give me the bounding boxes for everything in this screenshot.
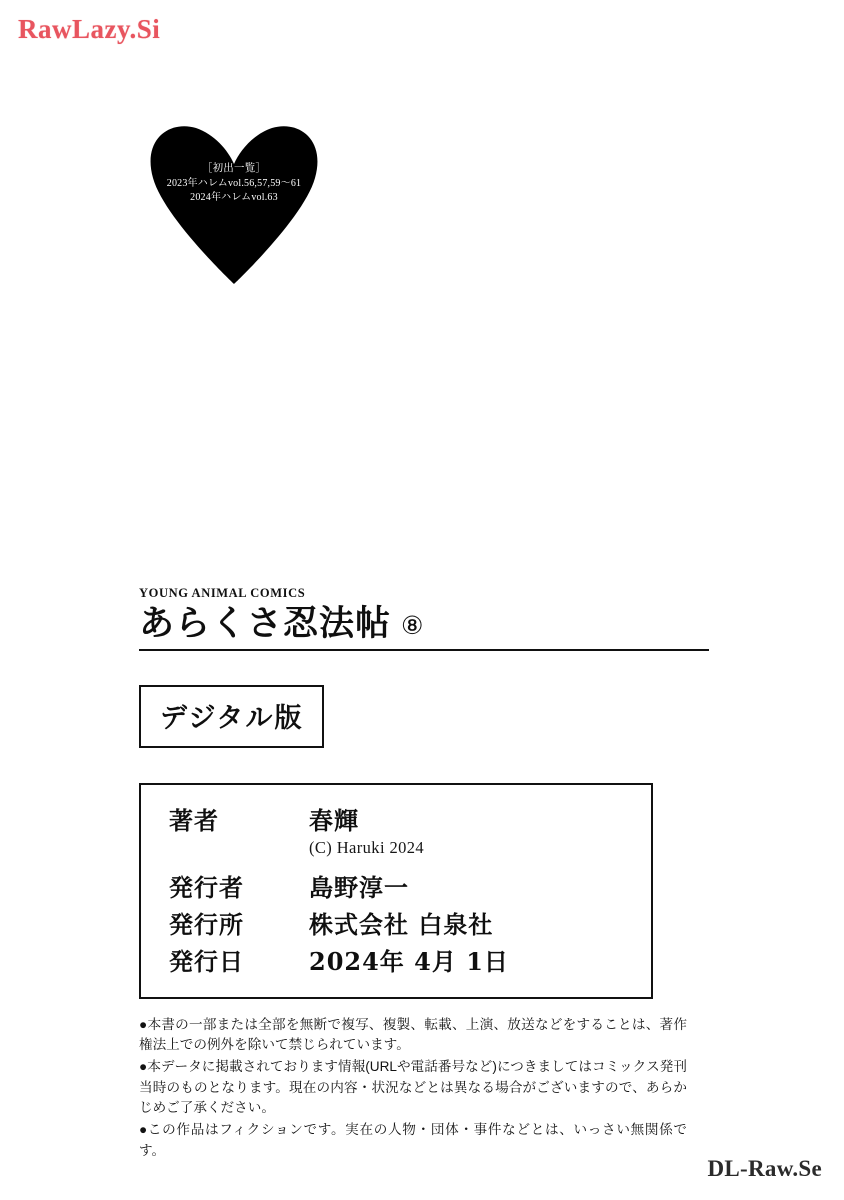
info-value-publisher-company: 株式会社 白泉社: [309, 909, 494, 939]
watermark-bottom: DL-Raw.Se: [707, 1156, 822, 1181]
first-publication-heart: [148, 126, 320, 284]
watermark-top: RawLazy.Si: [18, 14, 161, 44]
heart-line-2: 2024年ハレムvol.63: [190, 192, 278, 204]
info-label-publisher-person: 発行者: [169, 872, 244, 902]
legal-note-1: ●本書の一部または全部を無断で複写、複製、転載、上演、放送などをすることは、著作権法上での例外を除いて禁じられています。: [139, 1016, 687, 1053]
info-row-publish-date: [169, 942, 651, 977]
edition-badge: デジタル版: [139, 685, 324, 748]
copyright-line: (C) Haruki 2024: [309, 837, 425, 857]
info-label-publish-date: 発行日: [169, 946, 244, 976]
legal-note-3: ●この作品はフィクションです。実在の人物・団体・事件などとは、いっさい無関係です。: [139, 1122, 687, 1158]
volume-number: ⑧: [401, 610, 424, 640]
info-label-publisher-company: 発行所: [169, 909, 244, 939]
page-title: あらくさ忍法帖: [139, 603, 392, 644]
legal-notes: [139, 1015, 687, 1162]
heart-line-1: 2023年ハレムvol.56,57,59〜61: [166, 177, 302, 189]
info-row-author: [169, 801, 651, 836]
info-row-publisher-company: [169, 905, 651, 940]
info-label-author: 著者: [169, 805, 219, 835]
info-value-publisher-person: 島野淳一: [309, 872, 409, 902]
info-value-publish-date: 2024年 4月 1日: [309, 946, 509, 976]
info-value-author: 春輝: [309, 805, 359, 835]
heart-title: ［初出一覧］: [201, 163, 267, 174]
legal-note-2: ●本データに掲載されております情報(URLや電話番号など)につきましてはコミックス発刊当時のものとなります。現在の内容・状況などとは異なる場合がございますので、あらかじめご了承ください。: [139, 1059, 687, 1116]
title-row: [139, 603, 709, 651]
heart-text-block: [148, 162, 320, 205]
info-row-publisher-person: [169, 868, 651, 903]
publication-info-box: [139, 783, 653, 999]
series-label: YOUNG ANIMAL COMICS: [139, 586, 306, 600]
colophon: [139, 586, 709, 1162]
